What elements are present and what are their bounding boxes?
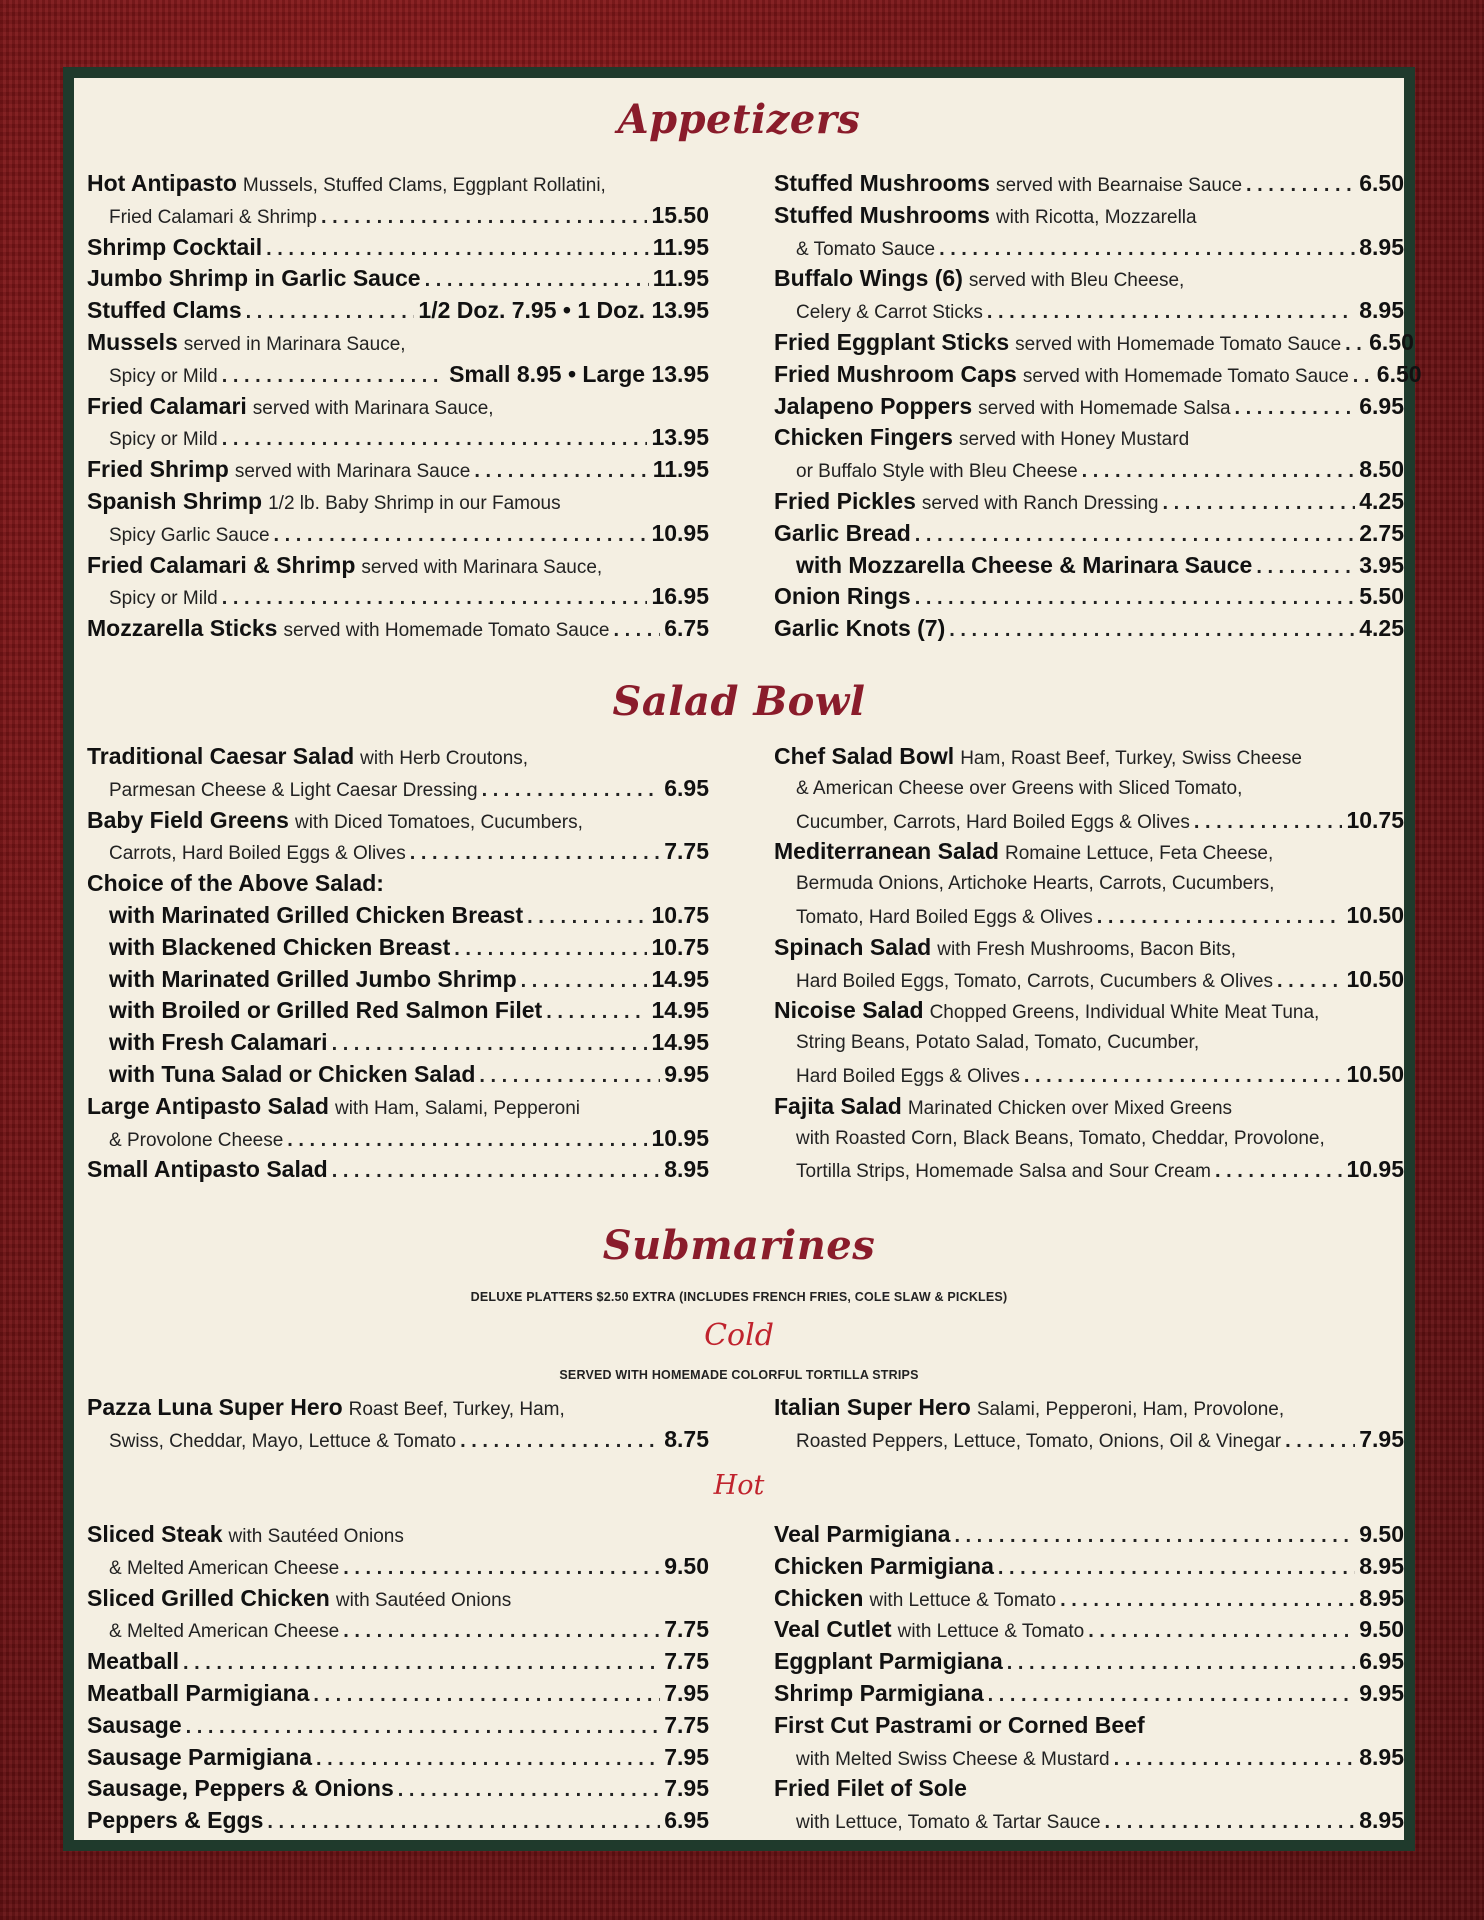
item-name: Mozzarella Sticks	[87, 615, 278, 642]
item-description: Tomato, Hard Boiled Eggs & Olives	[796, 906, 1093, 928]
item-name: Stuffed Mushrooms	[774, 201, 990, 228]
dot-leader	[267, 1807, 660, 1839]
item-description: with Melted Swiss Cheese & Mustard	[796, 1748, 1110, 1770]
item-price: 8.95	[1359, 1743, 1404, 1770]
salad-bowl-title: Salad Bowl	[612, 678, 866, 725]
item-name: Buffalo Wings (6)	[774, 265, 963, 292]
item-price: 7.75	[664, 838, 709, 865]
item-name: Eggplant Parmigiana	[774, 1648, 1003, 1675]
dot-leader	[313, 1680, 660, 1712]
item-price: 14.95	[651, 1029, 709, 1056]
item-price: 10.95	[1346, 1156, 1404, 1183]
item-name: Jalapeno Poppers	[774, 392, 973, 419]
item-description: Roast Beef, Turkey, Ham,	[348, 1399, 565, 1420]
dot-leader	[287, 1125, 647, 1157]
menu-item	[87, 741, 709, 805]
item-description: & Provolone Cheese	[109, 1129, 284, 1151]
item-description: Roasted Peppers, Lettuce, Tomato, Onions, Oil & Vinegar	[796, 1430, 1282, 1452]
item-price: 3.95	[1359, 551, 1404, 578]
item-price: 8.95	[1359, 1584, 1404, 1611]
item-name: Sliced Steak	[87, 1521, 223, 1547]
item-name: Small Antipasto Salad	[87, 1156, 328, 1183]
item-description: with Ham, Salami, Pepperoni	[334, 1097, 580, 1119]
item-price: 10.75	[651, 901, 709, 928]
item-price: 6.50	[1369, 328, 1414, 355]
menu-item	[774, 1646, 1404, 1678]
item-price: 6.75	[664, 615, 709, 642]
menu-item	[774, 995, 1404, 1090]
item-description: Spicy or Mild	[109, 365, 218, 387]
dot-leader	[321, 202, 647, 234]
dot-leader	[915, 583, 1356, 615]
menu-item	[87, 1027, 709, 1059]
item-variant: with Tuna Salad or Chicken Salad	[109, 1060, 476, 1087]
dot-leader	[1114, 1744, 1356, 1776]
item-name: Choice of the Above Salad:	[87, 870, 384, 897]
item-description: with Sautéed Onions	[335, 1589, 512, 1611]
item-price: 4.25	[1359, 487, 1404, 514]
menu-item	[87, 805, 709, 869]
item-price: 4.25	[1359, 615, 1404, 642]
menu-item	[87, 486, 709, 550]
dot-leader	[1082, 456, 1356, 488]
item-name: Garlic Bread	[774, 519, 911, 546]
item-name: Stuffed Clams	[87, 297, 242, 324]
hot-right-column	[774, 1519, 1404, 1837]
item-price: 8.95	[1359, 1807, 1404, 1834]
item-name: Veal Parmigiana	[774, 1521, 951, 1547]
item-name: Sliced Grilled Chicken	[87, 1584, 330, 1611]
hot-subtitle: Hot	[713, 1470, 765, 1501]
dot-leader	[343, 1616, 660, 1648]
item-description: Spicy or Mild	[109, 588, 218, 610]
item-price: 6.95	[1359, 1648, 1404, 1675]
menu-item	[774, 1091, 1404, 1186]
item-price: Small 8.95 • Large 13.95	[449, 360, 709, 387]
item-description: Romaine Lettuce, Feta Cheese,	[1004, 843, 1274, 865]
menu-item	[774, 486, 1404, 518]
item-price: 6.95	[664, 1807, 709, 1834]
dot-leader	[1215, 1156, 1342, 1188]
menu-page	[63, 67, 1422, 1851]
item-description: served with Marinara Sauce	[234, 461, 471, 483]
menu-item	[774, 932, 1404, 996]
menu-item	[87, 1091, 709, 1155]
hot-left-column	[87, 1519, 709, 1837]
item-name: Veal Cutlet	[774, 1616, 892, 1643]
dot-leader	[343, 1553, 660, 1585]
item-description: Celery & Carrot Sticks	[796, 302, 983, 324]
appetizers-title: Appetizers	[617, 96, 861, 143]
item-price: 13.95	[651, 424, 709, 451]
item-description: 1/2 lb. Baby Shrimp in our Famous	[268, 492, 561, 514]
item-name: Peppers & Eggs	[87, 1807, 264, 1834]
item-price: 14.95	[651, 997, 709, 1024]
item-name: Chef Salad Bowl	[774, 743, 955, 769]
dot-leader	[987, 297, 1355, 329]
item-name: Italian Super Hero	[774, 1394, 971, 1420]
menu-item	[87, 868, 709, 900]
item-name: Chicken Fingers	[774, 424, 953, 451]
item-price: 9.95	[664, 1060, 709, 1087]
item-name: Spinach Salad	[774, 933, 932, 960]
item-price: 7.95	[1359, 1425, 1404, 1452]
item-description: Fried Calamari & Shrimp	[109, 206, 317, 228]
dot-leader	[186, 1712, 661, 1744]
item-price: 8.95	[1359, 297, 1404, 324]
dot-leader	[1277, 966, 1342, 998]
item-name: Fried Calamari	[87, 392, 247, 419]
menu-item	[87, 232, 709, 264]
item-description: served in Marinara Sauce,	[183, 333, 406, 355]
appetizers-right-column	[774, 168, 1422, 645]
item-name: Sausage Parmigiana	[87, 1743, 312, 1770]
dot-leader	[1162, 488, 1355, 520]
item-variant: with Blackened Chicken Breast	[109, 933, 451, 960]
dot-leader	[482, 775, 661, 807]
item-price: 1/2 Doz. 7.95 • 1 Doz. 13.95	[418, 297, 709, 324]
item-price: 8.75	[664, 1425, 709, 1452]
item-name: Mussels	[87, 328, 178, 355]
dot-leader	[222, 424, 648, 456]
item-description: served with Homemade Tomato Sauce	[283, 620, 610, 642]
menu-item	[87, 550, 709, 614]
item-description: Swiss, Cheddar, Mayo, Lettuce & Tomato	[109, 1430, 457, 1452]
item-price: 8.95	[664, 1156, 709, 1183]
menu-item	[774, 1773, 1404, 1837]
item-name: First Cut Pastrami or Corned Beef	[774, 1711, 1145, 1738]
menu-item	[774, 200, 1404, 264]
item-description: Parmesan Cheese & Light Caesar Dressing	[109, 779, 478, 801]
item-price: 8.50	[1359, 456, 1404, 483]
dot-leader	[1235, 393, 1356, 425]
item-name: Meatball Parmigiana	[87, 1679, 310, 1706]
dot-leader	[410, 838, 661, 870]
item-name: Garlic Knots (7)	[774, 615, 946, 642]
item-variant: with Mozzarella Cheese & Marinara Sauce	[796, 551, 1253, 578]
item-description: served with Marinara Sauce,	[361, 556, 603, 578]
item-description: Marinated Chicken over Mixed Greens	[907, 1097, 1233, 1119]
menu-item	[774, 1392, 1404, 1456]
item-price: 8.95	[1359, 1552, 1404, 1579]
item-variant: with Fresh Calamari	[109, 1029, 328, 1056]
item-price: 14.95	[651, 965, 709, 992]
menu-item	[87, 995, 709, 1027]
item-name: Fried Mushroom Caps	[774, 360, 1017, 387]
item-description: served with Homemade Tomato Sauce	[1015, 333, 1342, 355]
item-price: 6.95	[1359, 392, 1404, 419]
dot-leader	[222, 583, 648, 615]
item-description: Cucumber, Carrots, Hard Boiled Eggs & Olives	[796, 811, 1190, 833]
item-price: 10.95	[651, 1124, 709, 1151]
menu-item	[87, 1059, 709, 1091]
item-price: 7.95	[664, 1743, 709, 1770]
item-description: with Lettuce & Tomato	[869, 1589, 1057, 1611]
item-name: Meatball	[87, 1648, 180, 1675]
item-name: Stuffed Mushrooms	[774, 170, 990, 196]
item-description: with Ricotta, Mozzarella	[995, 206, 1197, 228]
menu-item	[774, 327, 1414, 359]
menu-item	[774, 168, 1404, 200]
dot-leader	[460, 1426, 660, 1458]
dot-leader	[1285, 1426, 1355, 1458]
menu-item	[774, 613, 1404, 645]
item-name: Chicken	[774, 1584, 864, 1611]
item-price: 10.75	[651, 933, 709, 960]
item-price: 7.75	[664, 1711, 709, 1738]
menu-item	[87, 263, 709, 295]
menu-item	[774, 359, 1422, 391]
dot-leader	[1007, 1648, 1355, 1680]
item-name: Baby Field Greens	[87, 806, 289, 833]
item-name: Spanish Shrimp	[87, 487, 263, 514]
item-price: 7.75	[664, 1648, 709, 1675]
item-variant: with Marinated Grilled Chicken Breast	[109, 901, 524, 928]
item-description: String Beans, Potato Salad, Tomato, Cucumber,	[796, 1032, 1200, 1054]
item-price: 9.95	[1359, 1679, 1404, 1706]
item-description: served with Ranch Dressing	[921, 492, 1159, 514]
salad-left-column	[87, 741, 709, 1186]
item-description: with Fresh Mushrooms, Bacon Bits,	[937, 938, 1237, 960]
dot-leader	[1060, 1585, 1355, 1617]
item-price: 11.95	[652, 456, 709, 483]
item-price: 11.95	[652, 233, 709, 260]
menu-item	[774, 263, 1404, 327]
item-description: Spicy Garlic Sauce	[109, 524, 270, 546]
item-price: 5.50	[1359, 583, 1404, 610]
dot-leader	[527, 902, 647, 934]
item-description: Bermuda Onions, Artichoke Hearts, Carrots, Cucumbers,	[796, 873, 1275, 895]
item-price: 6.50	[1359, 170, 1404, 196]
item-description: served with Marinara Sauce,	[252, 397, 494, 419]
item-price: 7.95	[664, 1679, 709, 1706]
menu-item	[774, 1614, 1404, 1646]
menu-item	[87, 900, 709, 932]
menu-item	[87, 168, 709, 232]
menu-item	[87, 613, 709, 645]
dot-leader	[546, 997, 647, 1029]
item-description: with Lettuce & Tomato	[897, 1621, 1085, 1643]
dot-leader	[1353, 361, 1373, 393]
item-price: 15.50	[651, 201, 709, 228]
item-description: with Diced Tomatoes, Cucumbers,	[294, 811, 583, 833]
item-price: 9.50	[664, 1552, 709, 1579]
menu-item	[774, 1678, 1404, 1710]
item-description: with Roasted Corn, Black Beans, Tomato, Cheddar, Provolone,	[796, 1127, 1325, 1149]
menu-item	[87, 1805, 709, 1837]
dot-leader	[998, 1553, 1355, 1585]
cold-note: SERVED WITH HOMEMADE COLORFUL TORTILLA STRIPS	[559, 1368, 919, 1382]
item-description: & American Cheese over Greens with Sliced Tomato,	[796, 777, 1243, 799]
item-description: Salami, Pepperoni, Ham, Provolone,	[976, 1399, 1285, 1420]
submarines-title: Submarines	[602, 1222, 876, 1269]
item-description: & Tomato Sauce	[796, 238, 936, 260]
item-name: Onion Rings	[774, 583, 911, 610]
item-name: Chicken Parmigiana	[774, 1552, 994, 1579]
dot-leader	[183, 1648, 660, 1680]
item-price: 6.50	[1376, 360, 1422, 387]
item-description: Carrots, Hard Boiled Eggs & Olives	[109, 843, 406, 865]
dot-leader	[1024, 1061, 1343, 1093]
item-name: Fried Pickles	[774, 487, 916, 514]
menu-item	[87, 1742, 709, 1774]
item-name: Fried Eggplant Sticks	[774, 328, 1010, 355]
item-name: Fajita Salad	[774, 1092, 902, 1119]
item-description: Chopped Greens, Individual White Meat Tuna,	[929, 1002, 1320, 1024]
menu-item	[774, 1583, 1404, 1615]
menu-item	[87, 1392, 709, 1456]
item-price: 10.50	[1346, 965, 1404, 992]
item-description: served with Homemade Salsa	[978, 397, 1231, 419]
dot-leader	[474, 456, 648, 488]
menu-item	[87, 327, 709, 391]
dot-leader	[949, 615, 1355, 647]
dot-leader	[266, 234, 649, 266]
item-description: Mussels, Stuffed Clams, Eggplant Rollatini,	[242, 175, 606, 196]
menu-item	[774, 1551, 1404, 1583]
item-price: 10.50	[1346, 1060, 1404, 1087]
menu-item	[87, 1154, 709, 1186]
dot-leader	[479, 1061, 660, 1093]
item-name: Traditional Caesar Salad	[87, 743, 355, 769]
item-name: Pazza Luna Super Hero	[87, 1394, 343, 1420]
menu-item	[87, 391, 709, 455]
menu-item	[774, 581, 1404, 613]
dot-leader	[988, 1680, 1356, 1712]
menu-item	[774, 518, 1404, 550]
menu-item	[774, 422, 1404, 486]
menu-item	[774, 1519, 1404, 1551]
dot-leader	[954, 1521, 1355, 1553]
appetizers-left-column	[87, 168, 709, 645]
item-price: 10.95	[651, 519, 709, 546]
item-variant: with Marinated Grilled Jumbo Shrimp	[109, 965, 517, 992]
menu-item	[87, 1646, 709, 1678]
dot-leader	[1256, 552, 1355, 584]
menu-item	[87, 1710, 709, 1742]
item-price: 10.75	[1346, 806, 1404, 833]
item-description: with Herb Croutons,	[360, 748, 529, 769]
cold-subtitle: Cold	[704, 1318, 774, 1353]
item-name: Large Antipasto Salad	[87, 1092, 329, 1119]
item-description: Hard Boiled Eggs & Olives	[796, 1065, 1020, 1087]
dot-leader	[915, 520, 1355, 552]
dot-leader	[454, 934, 647, 966]
item-description: & Melted American Cheese	[109, 1557, 340, 1579]
item-name: Sausage, Peppers & Onions	[87, 1775, 394, 1802]
dot-leader	[1088, 1616, 1355, 1648]
item-description: served with Homemade Tomato Sauce	[1022, 365, 1349, 387]
dot-leader	[1194, 807, 1343, 839]
item-name: Shrimp Parmigiana	[774, 1679, 984, 1706]
item-name: Hot Antipasto	[87, 170, 237, 196]
item-price: 11.95	[652, 265, 709, 292]
menu-item	[87, 295, 709, 327]
item-description: served with Bleu Cheese,	[968, 270, 1185, 292]
salad-right-column	[774, 741, 1404, 1186]
item-description: Spicy or Mild	[109, 429, 218, 451]
item-price: 8.95	[1359, 233, 1404, 260]
item-name: Nicoise Salad	[774, 997, 924, 1024]
menu-item	[87, 964, 709, 996]
dot-leader	[274, 520, 648, 552]
cold-right-column	[774, 1392, 1404, 1456]
item-description: Hard Boiled Eggs, Tomato, Carrots, Cucumbers & Olives	[796, 970, 1273, 992]
menu-item	[774, 1710, 1404, 1774]
item-name: Fried Shrimp	[87, 456, 229, 483]
dot-leader	[939, 234, 1355, 266]
item-variant: with Broiled or Grilled Red Salmon Filet	[109, 997, 543, 1024]
menu-item	[774, 391, 1404, 423]
dot-leader	[1105, 1807, 1356, 1839]
item-name: Fried Filet of Sole	[774, 1775, 967, 1802]
dot-leader	[246, 297, 415, 329]
item-description: with Sautéed Onions	[228, 1526, 404, 1547]
item-description: served with Honey Mustard	[958, 429, 1190, 451]
dot-leader	[425, 265, 649, 297]
item-name: Mediterranean Salad	[774, 838, 999, 865]
item-description: or Buffalo Style with Bleu Cheese	[796, 461, 1078, 483]
dot-leader	[1097, 902, 1343, 934]
menu-item	[87, 1773, 709, 1805]
dot-leader	[316, 1744, 660, 1776]
dot-leader	[332, 1156, 661, 1188]
menu-item	[87, 454, 709, 486]
item-description: & Melted American Cheese	[109, 1621, 340, 1643]
item-price: 2.75	[1359, 519, 1404, 546]
item-price: 10.50	[1346, 901, 1404, 928]
deluxe-platters-note: DELUXE PLATTERS $2.50 EXTRA (INCLUDES FRENCH FRIES, COLE SLAW & PICKLES)	[470, 1290, 1008, 1304]
item-price: 9.50	[1359, 1521, 1404, 1547]
dot-leader	[222, 361, 445, 393]
item-name: Shrimp Cocktail	[87, 233, 263, 260]
dot-leader	[332, 1029, 648, 1061]
dot-leader	[1345, 329, 1365, 361]
dot-leader	[521, 966, 648, 998]
item-price: 16.95	[651, 583, 709, 610]
menu-item	[774, 836, 1404, 931]
dot-leader	[1246, 170, 1355, 202]
menu-item	[87, 932, 709, 964]
cold-left-column	[87, 1392, 709, 1456]
item-description: with Lettuce, Tomato & Tartar Sauce	[796, 1812, 1101, 1834]
item-description: Ham, Roast Beef, Turkey, Swiss Cheese	[960, 748, 1302, 769]
item-name: Jumbo Shrimp in Garlic Sauce	[87, 265, 421, 292]
item-name: Fried Calamari & Shrimp	[87, 551, 356, 578]
dot-leader	[613, 615, 660, 647]
menu-item	[87, 1519, 709, 1583]
item-price: 6.95	[664, 774, 709, 801]
item-price: 7.95	[664, 1775, 709, 1802]
menu-item	[774, 550, 1404, 582]
menu-item	[87, 1678, 709, 1710]
item-description: served with Bearnaise Sauce	[995, 175, 1243, 196]
menu-item	[87, 1583, 709, 1647]
item-description: Tortilla Strips, Homemade Salsa and Sour Cream	[796, 1161, 1212, 1183]
menu-item	[774, 741, 1404, 836]
dot-leader	[398, 1775, 660, 1807]
item-price: 9.50	[1359, 1616, 1404, 1643]
item-price: 7.75	[664, 1616, 709, 1643]
item-name: Sausage	[87, 1711, 182, 1738]
